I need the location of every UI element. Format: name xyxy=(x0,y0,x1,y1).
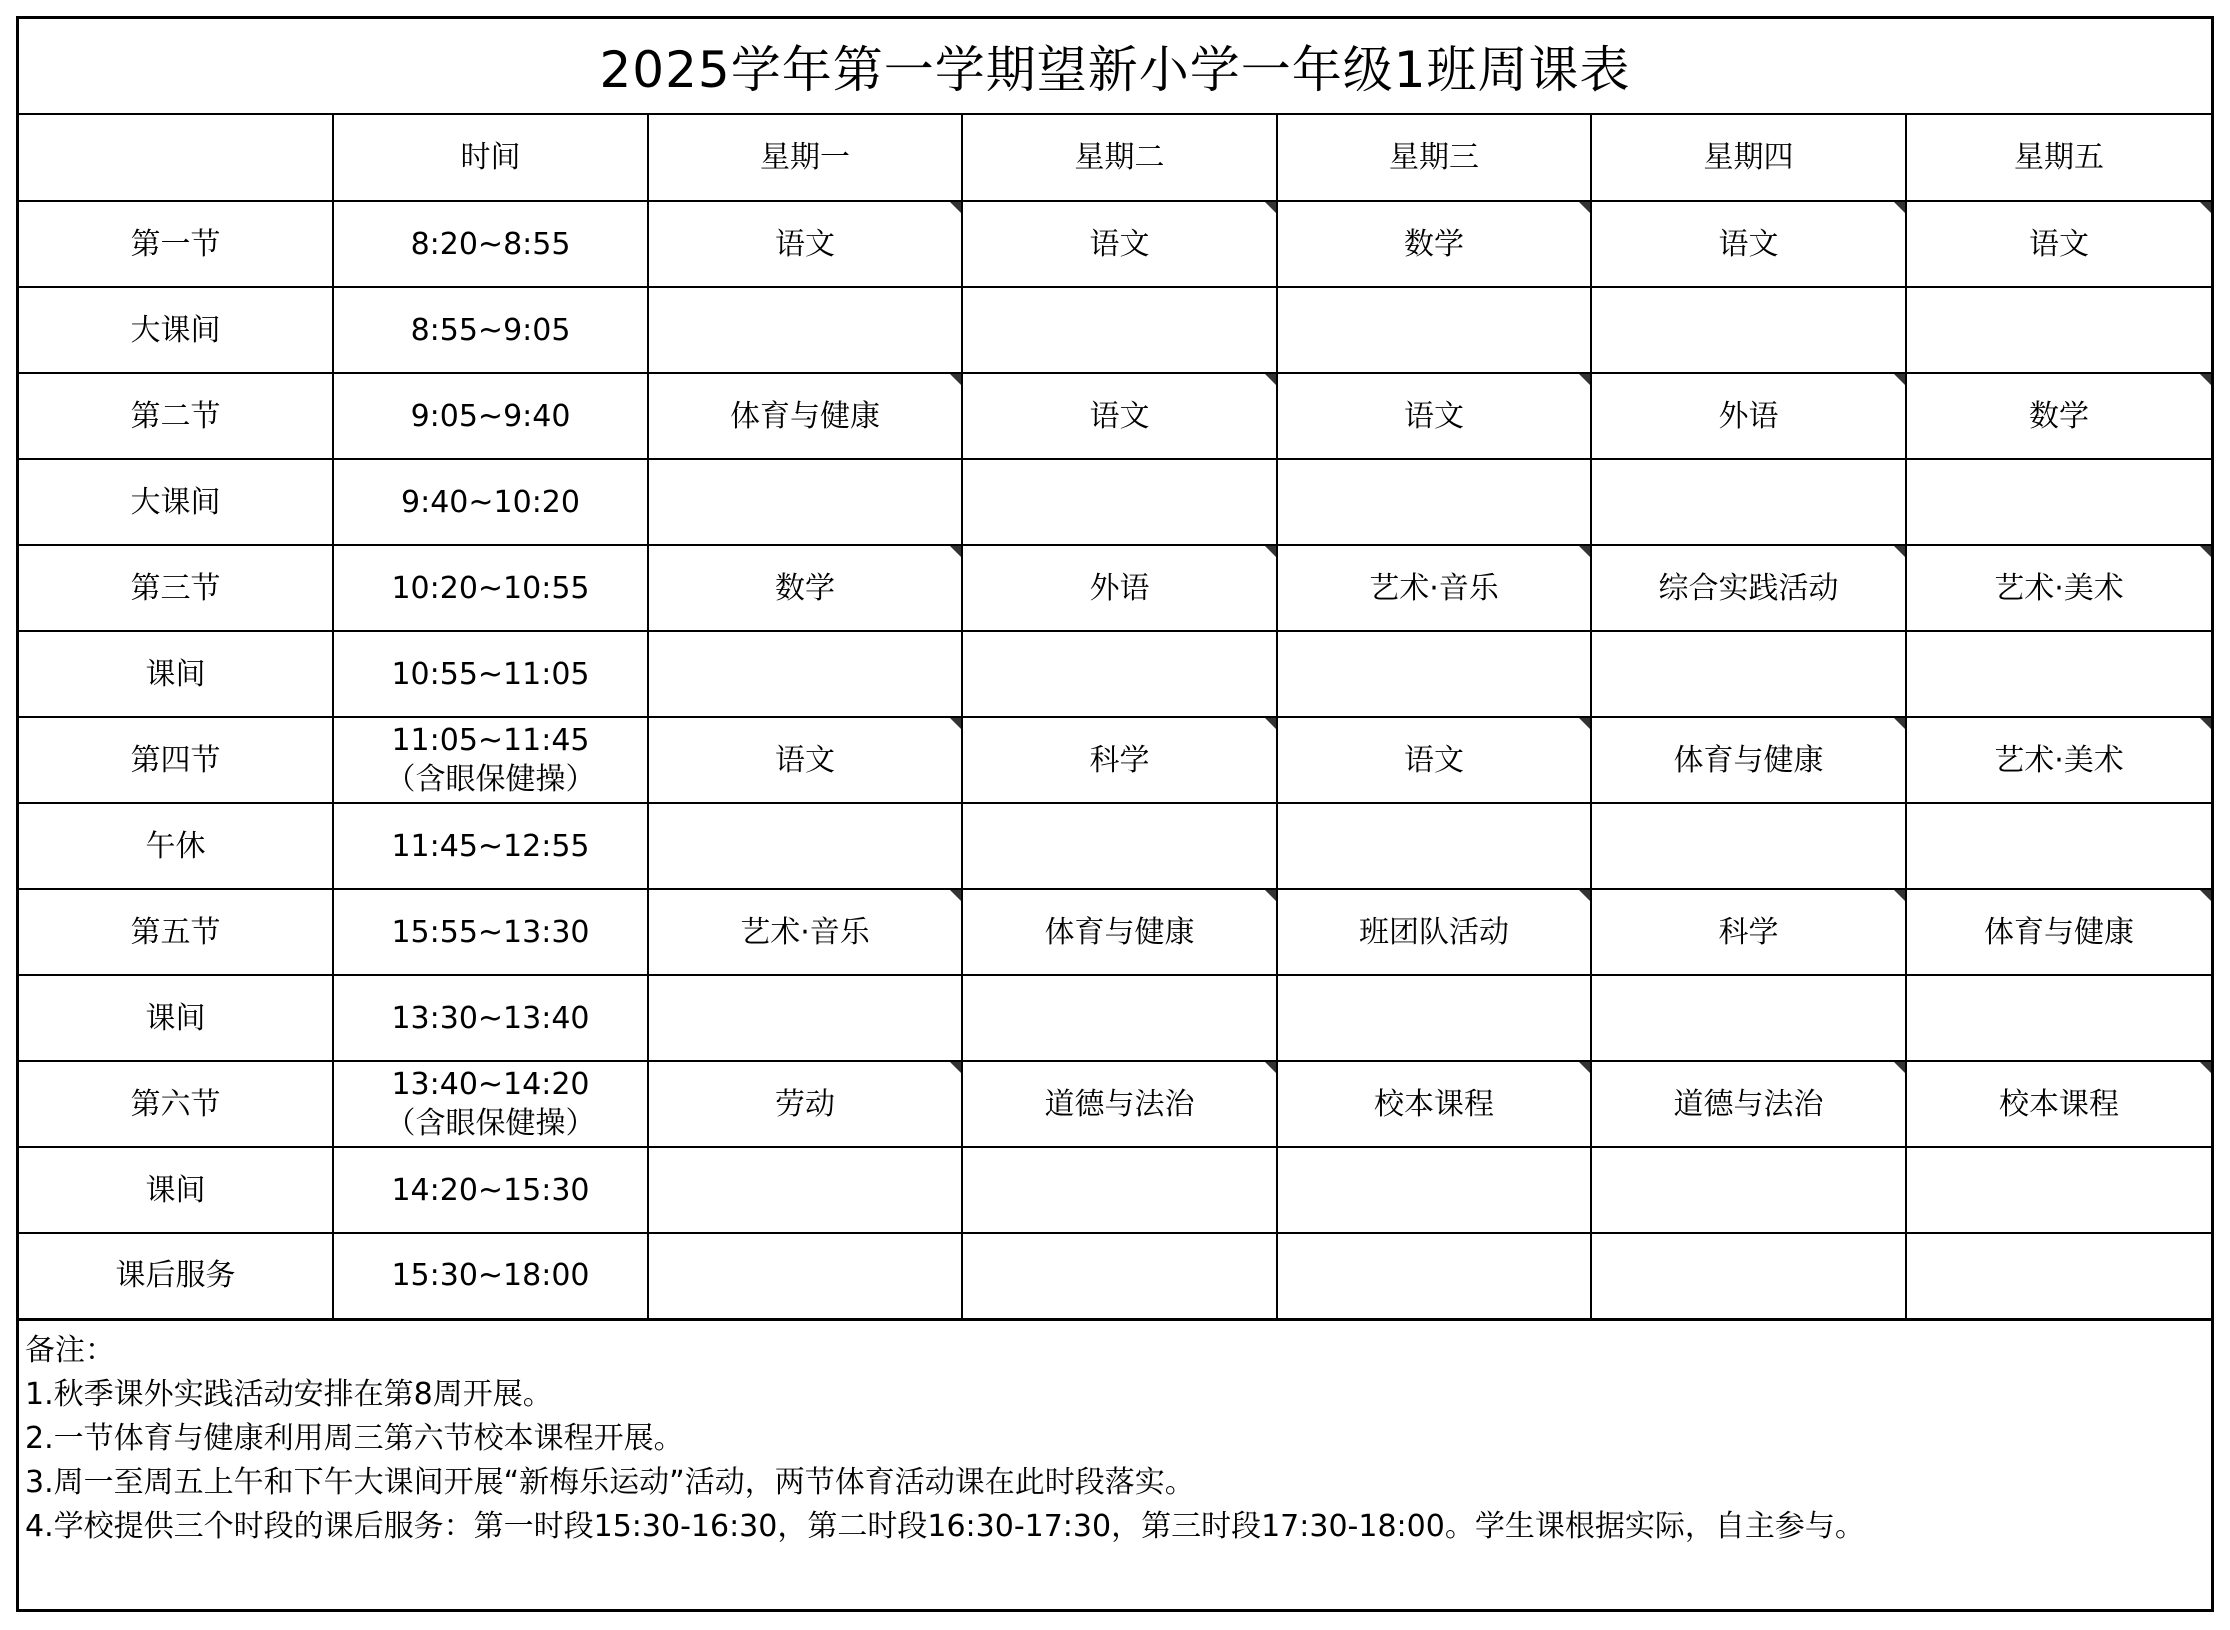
time-cell xyxy=(333,1061,648,1147)
subject-cell-friday[interactable] xyxy=(1906,287,2211,373)
notes-section xyxy=(19,1321,2211,1549)
subject-cell-wednesday[interactable] xyxy=(1277,803,1591,889)
period-cell: 第四节 xyxy=(19,717,333,803)
time-note: （含眼保健操） xyxy=(385,1106,596,1141)
subject-cell-thursday[interactable]: 综合实践活动 xyxy=(1591,545,1906,631)
subject-cell-friday[interactable] xyxy=(1906,631,2211,717)
subject-cell-thursday[interactable] xyxy=(1591,1147,1906,1233)
schedule-table xyxy=(19,115,2211,1321)
time-cell xyxy=(333,545,648,631)
subject-cell-thursday[interactable] xyxy=(1591,803,1906,889)
time-range: 14:20~15:30 xyxy=(391,1172,590,1208)
subject-cell-tuesday[interactable]: 科学 xyxy=(962,717,1277,803)
subject-cell-wednesday[interactable] xyxy=(1277,287,1591,373)
time-range: 10:55~11:05 xyxy=(391,656,590,692)
page-title: 2025学年第一学期望新小学一年级1班周课表 xyxy=(19,19,2211,115)
table-row xyxy=(19,1061,2211,1147)
time-range: 15:55~13:30 xyxy=(391,914,590,950)
subject-cell-tuesday[interactable]: 体育与健康 xyxy=(962,889,1277,975)
subject-cell-monday[interactable] xyxy=(648,631,962,717)
subject-cell-tuesday[interactable] xyxy=(962,459,1277,545)
time-cell xyxy=(333,975,648,1061)
time-range: 8:20~8:55 xyxy=(410,226,571,262)
table-row xyxy=(19,1147,2211,1233)
subject-cell-friday[interactable]: 校本课程 xyxy=(1906,1061,2211,1147)
subject-cell-monday[interactable] xyxy=(648,975,962,1061)
schedule-sheet xyxy=(16,16,2214,1612)
subject-cell-thursday[interactable]: 道德与法治 xyxy=(1591,1061,1906,1147)
subject-cell-thursday[interactable]: 科学 xyxy=(1591,889,1906,975)
period-cell: 大课间 xyxy=(19,287,333,373)
time-range: 13:30~13:40 xyxy=(391,1000,590,1036)
time-cell xyxy=(333,717,648,803)
subject-cell-monday[interactable] xyxy=(648,287,962,373)
period-cell: 第三节 xyxy=(19,545,333,631)
subject-cell-friday[interactable]: 艺术·美术 xyxy=(1906,717,2211,803)
subject-cell-tuesday[interactable]: 道德与法治 xyxy=(962,1061,1277,1147)
time-range: 11:45~12:55 xyxy=(391,828,590,864)
subject-cell-thursday[interactable] xyxy=(1591,631,1906,717)
period-cell: 第五节 xyxy=(19,889,333,975)
header-day-friday: 星期五 xyxy=(1906,115,2211,201)
time-range: 15:30~18:00 xyxy=(391,1258,590,1294)
subject-cell-wednesday[interactable]: 数学 xyxy=(1277,201,1591,287)
subject-cell-monday[interactable]: 艺术·音乐 xyxy=(648,889,962,975)
subject-cell-tuesday[interactable] xyxy=(962,803,1277,889)
time-cell xyxy=(333,1233,648,1319)
subject-cell-friday[interactable]: 体育与健康 xyxy=(1906,889,2211,975)
period-cell: 课间 xyxy=(19,631,333,717)
period-cell: 课后服务 xyxy=(19,1233,333,1319)
subject-cell-wednesday[interactable]: 语文 xyxy=(1277,717,1591,803)
subject-cell-tuesday[interactable] xyxy=(962,1233,1277,1319)
subject-cell-friday[interactable]: 数学 xyxy=(1906,373,2211,459)
subject-cell-thursday[interactable]: 体育与健康 xyxy=(1591,717,1906,803)
subject-cell-friday[interactable] xyxy=(1906,459,2211,545)
subject-cell-monday[interactable] xyxy=(648,459,962,545)
table-row xyxy=(19,373,2211,459)
time-range: 8:55~9:05 xyxy=(410,312,571,348)
table-row xyxy=(19,201,2211,287)
subject-cell-tuesday[interactable] xyxy=(962,1147,1277,1233)
subject-cell-thursday[interactable]: 外语 xyxy=(1591,373,1906,459)
period-cell: 大课间 xyxy=(19,459,333,545)
time-range: 10:20~10:55 xyxy=(391,570,590,606)
table-row xyxy=(19,545,2211,631)
subject-cell-thursday[interactable]: 语文 xyxy=(1591,201,1906,287)
time-cell xyxy=(333,201,648,287)
subject-cell-tuesday[interactable]: 语文 xyxy=(962,201,1277,287)
time-range: 9:05~9:40 xyxy=(410,398,571,434)
subject-cell-monday[interactable]: 语文 xyxy=(648,717,962,803)
note-item: 1.秋季课外实践活动安排在第8周开展。 xyxy=(25,1376,553,1412)
time-cell xyxy=(333,287,648,373)
subject-cell-thursday[interactable] xyxy=(1591,287,1906,373)
note-item: 2.一节体育与健康利用周三第六节校本课程开展。 xyxy=(25,1420,684,1456)
subject-cell-wednesday[interactable] xyxy=(1277,1233,1591,1319)
table-row xyxy=(19,803,2211,889)
subject-cell-wednesday[interactable]: 语文 xyxy=(1277,373,1591,459)
subject-cell-monday[interactable]: 体育与健康 xyxy=(648,373,962,459)
note-item: 3.周一至周五上午和下午大课间开展“新梅乐运动”活动，两节体育活动课在此时段落实。 xyxy=(25,1464,1195,1500)
header-day-monday: 星期一 xyxy=(648,115,962,201)
subject-cell-friday[interactable] xyxy=(1906,803,2211,889)
subject-cell-monday[interactable]: 劳动 xyxy=(648,1061,962,1147)
subject-cell-wednesday[interactable] xyxy=(1277,631,1591,717)
period-cell: 第二节 xyxy=(19,373,333,459)
period-cell: 课间 xyxy=(19,975,333,1061)
time-range: 11:05~11:45 xyxy=(391,723,590,758)
subject-cell-monday[interactable] xyxy=(648,1233,962,1319)
notes-heading: 备注： xyxy=(25,1332,115,1368)
subject-cell-monday[interactable]: 数学 xyxy=(648,545,962,631)
subject-cell-monday[interactable]: 语文 xyxy=(648,201,962,287)
subject-cell-tuesday[interactable]: 外语 xyxy=(962,545,1277,631)
time-cell xyxy=(333,889,648,975)
header-blank-cell xyxy=(19,115,333,201)
subject-cell-thursday[interactable] xyxy=(1591,459,1906,545)
subject-cell-tuesday[interactable] xyxy=(962,631,1277,717)
subject-cell-friday[interactable]: 语文 xyxy=(1906,201,2211,287)
time-cell xyxy=(333,1147,648,1233)
subject-cell-thursday[interactable] xyxy=(1591,1233,1906,1319)
table-row xyxy=(19,889,2211,975)
time-range: 9:40~10:20 xyxy=(401,484,580,520)
subject-cell-tuesday[interactable] xyxy=(962,287,1277,373)
subject-cell-tuesday[interactable]: 语文 xyxy=(962,373,1277,459)
subject-cell-monday[interactable] xyxy=(648,803,962,889)
time-cell xyxy=(333,459,648,545)
time-note: （含眼保健操） xyxy=(385,762,596,797)
subject-cell-friday[interactable] xyxy=(1906,1233,2211,1319)
table-row xyxy=(19,459,2211,545)
time-cell xyxy=(333,373,648,459)
subject-cell-monday[interactable] xyxy=(648,1147,962,1233)
subject-cell-friday[interactable] xyxy=(1906,1147,2211,1233)
table-row xyxy=(19,717,2211,803)
period-cell: 第一节 xyxy=(19,201,333,287)
time-range: 13:40~14:20 xyxy=(391,1067,590,1102)
subject-cell-wednesday[interactable] xyxy=(1277,1147,1591,1233)
table-row xyxy=(19,287,2211,373)
subject-cell-wednesday[interactable] xyxy=(1277,975,1591,1061)
header-time-cell: 时间 xyxy=(333,115,648,201)
header-day-thursday: 星期四 xyxy=(1591,115,1906,201)
subject-cell-thursday[interactable] xyxy=(1591,975,1906,1061)
note-item: 4.学校提供三个时段的课后服务：第一时段15:30-16:30，第二时段16:30-17:30，第三时段17:30-18:00。学生课根据实际，自主参与。 xyxy=(25,1508,1865,1544)
time-cell xyxy=(333,803,648,889)
subject-cell-wednesday[interactable]: 校本课程 xyxy=(1277,1061,1591,1147)
table-row xyxy=(19,975,2211,1061)
period-cell: 午休 xyxy=(19,803,333,889)
subject-cell-wednesday[interactable] xyxy=(1277,459,1591,545)
subject-cell-friday[interactable]: 艺术·美术 xyxy=(1906,545,2211,631)
subject-cell-wednesday[interactable]: 班团队活动 xyxy=(1277,889,1591,975)
period-cell: 课间 xyxy=(19,1147,333,1233)
subject-cell-friday[interactable] xyxy=(1906,975,2211,1061)
table-row xyxy=(19,631,2211,717)
subject-cell-tuesday[interactable] xyxy=(962,975,1277,1061)
header-day-tuesday: 星期二 xyxy=(962,115,1277,201)
period-cell: 第六节 xyxy=(19,1061,333,1147)
table-row xyxy=(19,1233,2211,1319)
subject-cell-wednesday[interactable]: 艺术·音乐 xyxy=(1277,545,1591,631)
time-cell xyxy=(333,631,648,717)
header-day-wednesday: 星期三 xyxy=(1277,115,1591,201)
header-row xyxy=(19,115,2211,201)
